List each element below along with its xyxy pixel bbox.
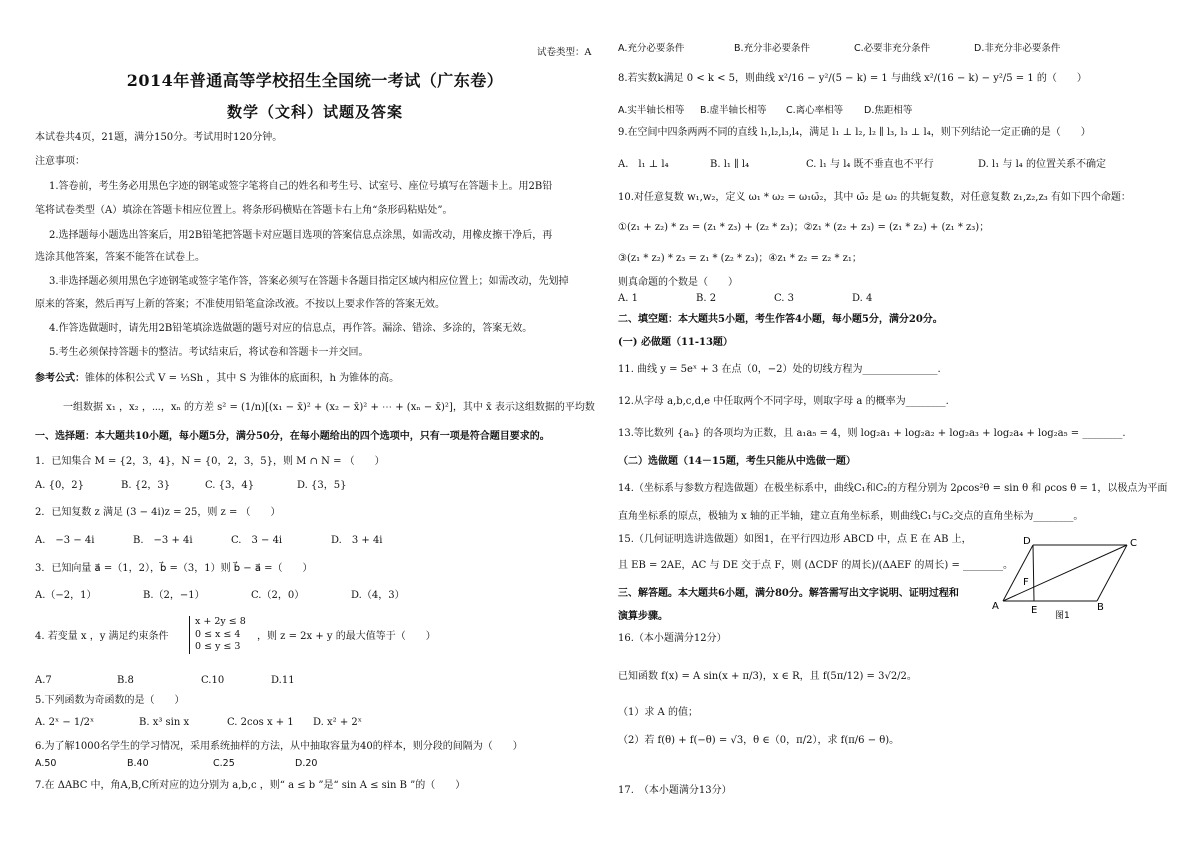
constraint-line: x + 2y ≤ 8 <box>195 616 246 627</box>
q10-option-b: B. 2 <box>696 293 717 304</box>
question-14-line-2: 直角坐标系的原点，极轴为 x 轴的正半轴，建立直角坐标系，则曲线C₁与C₂交点的直角坐标为________。 <box>618 511 1084 522</box>
q9-option-b: B. l₁ ∥ l₄ <box>710 159 750 170</box>
q5-option-c: C. 2cos x + 1 <box>227 717 294 728</box>
required-title: (一) 必做题（11-13题） <box>618 337 733 348</box>
question-12: 12.从字母 a,b,c,d,e 中任取两个不同字母，则取字母 a 的概率为________. <box>618 396 949 407</box>
q8-option-b: B.虚半轴长相等 <box>700 105 767 116</box>
q3-option-c: C.（2，0） <box>251 590 305 601</box>
q3-option-d: D.（4，3） <box>351 590 405 601</box>
q9-option-c: C. l₁ 与 l₄ 既不垂直也不平行 <box>806 159 934 170</box>
q8-option-a: A.实半轴长相等 <box>618 105 685 116</box>
q6-option-d: D.20 <box>295 758 318 769</box>
note-line: 4.作答选做题时，请先用2B铅笔填涂选做题的题号对应的信息点，再作答。漏涂、错涂、多涂的，答案无效。 <box>49 323 533 334</box>
constraint-system <box>189 616 246 654</box>
q9-option-d: D. l₁ 与 l₄ 的位置关系不确定 <box>978 159 1106 170</box>
formula-label: 参考公式： <box>35 373 85 384</box>
q7-option-a: A.充分必要条件 <box>618 43 685 54</box>
q2-option-b: B. −3 + 4i <box>133 535 193 546</box>
q4-option-b: B.8 <box>117 675 134 686</box>
section-fill-title: 二、填空题：本大题共5小题，考生作答4小题，每小题5分，满分20分。 <box>618 314 943 325</box>
question-16-part-1: （1）求 A 的值； <box>618 707 698 718</box>
figure-caption: 图1 <box>1055 611 1070 621</box>
question-8: 8.若实数k满足 0 < k < 5，则曲线 x²/16 − y²/(5 − k) = 1 与曲线 x²/(16 − k) − y²/5 = 1 的（ ） <box>618 73 1087 84</box>
note-line: 3.非选择题必须用黑色字迹钢笔或签字笔作答，答案必须写在答题卡各题目指定区域内相应位置上；如需改动，先划掉 <box>49 276 569 287</box>
q3-option-b: B.（2，−1） <box>143 590 205 601</box>
q6-option-c: C.25 <box>213 758 235 769</box>
question-13: 13.等比数列 {aₙ} 的各项均为正数，且 a₁a₅ = 4，则 log₂a₁ + log₂a₂ + log₂a₃ + log₂a₄ + log₂a₅ = ________. <box>618 428 1126 439</box>
q10-option-d: D. 4 <box>852 293 873 304</box>
note-line: 2.选择题每小题选出答案后，用2B铅笔把答题卡对应题目选项的答案信息点涂黑，如需改动，用橡皮擦干净后，再 <box>49 230 553 241</box>
exam-subtitle: 数学（文科）试题及答案 <box>226 103 403 121</box>
q9-option-a: A. l₁ ⊥ l₄ <box>618 159 669 170</box>
label-e: E <box>1031 605 1038 616</box>
q1-option-c: C. {3，4} <box>205 480 255 491</box>
question-15-line-1: 15.（几何证明选讲选做题）如图1，在平行四边形 ABCD 中，点 E 在 AB 上， <box>618 534 972 545</box>
q10-option-a: A. 1 <box>618 293 638 304</box>
note-line: 原来的答案，然后再写上新的答案；不准使用铅笔盒涂改液。不按以上要求作答的答案无效。 <box>35 299 445 310</box>
q1-option-d: D. {3，5} <box>297 480 347 491</box>
note-line: 选涂其他答案，答案不能答在试卷上。 <box>35 252 205 263</box>
question-16-text: 已知函数 f(x) = A sin(x + π/3)，x ∈ R，且 f(5π/12) = 3√2/2。 <box>618 671 917 682</box>
section-choice-title: 一、选择题：本大题共10小题，每小题5分，满分50分，在每小题给出的四个选项中，只有一项是符合题目要求的。 <box>35 431 550 442</box>
question-6: 6.为了解1000名学生的学习情况，采用系统抽样的方法，从中抽取容量为40的样本，则分段的间隔为（ ） <box>35 741 523 752</box>
q5-option-d: D. x² + 2ˣ <box>313 717 363 728</box>
q2-option-d: D. 3 + 4i <box>331 535 383 546</box>
note-line: 5.考生必须保持答题卡的整洁。考试结束后，将试卷和答题卡一并交回。 <box>49 347 369 358</box>
question-3: 3．已知向量 a⃗ =（1，2），b⃗ =（3，1）则 b⃗ − a⃗ =（ ） <box>35 563 313 574</box>
formula-variance: 一组数据 x₁ ，x₂ ，⋯，xₙ 的方差 s² = (1/n)[(x₁ − x̄)² + (x₂ − x̄)² + ⋯ + (xₙ − x̄)²]，其中 x̄ 表示这组数据的平均数 <box>63 402 595 413</box>
q10-propositions-1: ①(z₁ + z₂) * z₃ = (z₁ * z₃) + (z₂ * z₃)；②z₁ * (z₂ + z₃) = (z₁ * z₂) + (z₁ * z₃)； <box>618 222 990 233</box>
question-16-part-2: （2）若 f(θ) + f(−θ) = √3，θ ∈（0，π/2），求 f(π/6 − θ)。 <box>618 735 900 746</box>
question-1: 1．已知集合 M = {2，3，4}，N = {0，2，3，5}，则 M ∩ N = （ ） <box>35 456 385 467</box>
q7-option-d: D.非充分非必要条件 <box>974 43 1061 54</box>
constraint-line: 0 ≤ x ≤ 4 <box>195 628 241 640</box>
label-c: C <box>1130 538 1137 549</box>
optional-title: （二）选做题（14－15题，考生只能从中选做一题） <box>618 456 856 467</box>
q3-option-a: A.（−2，1） <box>35 590 97 601</box>
q7-option-c: C.必要非充分条件 <box>854 43 931 54</box>
segment-de <box>1033 545 1034 601</box>
q5-option-b: B. x³ sin x <box>139 717 190 728</box>
side-da <box>1003 545 1033 601</box>
question-4-post: ，则 z = 2x + y 的最大值等于（ ） <box>257 631 436 642</box>
question-2: 2．已知复数 z 满足 (3 − 4i)z = 25，则 z = （ ） <box>35 507 281 518</box>
q8-option-c: C.离心率相等 <box>786 105 844 116</box>
q10-question: 则真命题的个数是（ ） <box>618 277 738 288</box>
q4-option-d: D.11 <box>271 675 295 686</box>
question-7: 7.在 ΔABC 中，角A,B,C所对应的边分别为 a,b,c ，则“ a ≤ b ”是“ sin A ≤ sin B ”的（ ） <box>35 780 466 791</box>
q6-option-b: B.40 <box>127 758 149 769</box>
note-line: 1.答卷前，考生务必用黑色字迹的钢笔或签字笔将自己的姓名和考生号、试室号、座位号填写在答题卡上。用2B铅 <box>49 181 553 192</box>
exam-title: 2014年普通高等学校招生全国统一考试（广东卷） <box>126 71 504 90</box>
question-10: 10.对任意复数 w₁,w₂，定义 ω₁ * ω₂ = ω₁ω̄₂，其中 ω̄₂ 是 ω₂ 的共轭复数，对任意复数 z₁,z₂,z₃ 有如下四个命题： <box>618 192 1131 203</box>
diagonal-ac <box>1003 545 1127 601</box>
q4-option-c: C.10 <box>201 675 225 686</box>
label-f: F <box>1023 577 1029 588</box>
q8-option-d: D.焦距相等 <box>864 105 913 116</box>
q7-option-b: B.充分非必要条件 <box>734 43 811 54</box>
question-14-line-1: 14.（坐标系与参数方程选做题）在极坐标系中，曲线C₁和C₂的方程分别为 2ρcos²θ = sin θ 和 ρcos θ = 1，以极点为平面 <box>618 483 1168 494</box>
question-16-header: 16.（本小题满分12分） <box>618 633 727 644</box>
q1-option-b: B. {2，3} <box>121 480 171 491</box>
formula-volume: 锥体的体积公式 V = ⅓Sh ，其中 S 为锥体的底面积，h 为锥体的高。 <box>85 373 400 384</box>
q6-option-a: A.50 <box>35 758 57 769</box>
notes-title: 注意事项： <box>35 156 85 167</box>
q5-option-a: A. 2ˣ − 1/2ˣ <box>35 717 95 728</box>
intro-text: 本试卷共4页，21题，满分150分。考试用时120分钟。 <box>35 132 283 143</box>
question-17-header: 17. （本小题满分13分） <box>618 785 732 796</box>
note-line: 笔将试卷类型（A）填涂在答题卡相应位置上。将条形码横贴在答题卡右上角“条形码粘贴处”。 <box>35 205 453 216</box>
label-a: A <box>992 601 999 612</box>
question-5: 5.下列函数为奇函数的是（ ） <box>35 695 185 706</box>
q2-option-c: C. 3 − 4i <box>231 535 283 546</box>
label-d: D <box>1023 536 1031 547</box>
section-answer-title-2: 演算步骤。 <box>618 611 668 622</box>
q1-option-a: A. {0，2} <box>35 480 85 491</box>
q2-option-a: A. −3 − 4i <box>35 535 95 546</box>
question-9: 9.在空间中四条两两不同的直线 l₁,l₂,l₃,l₄，满足 l₁ ⊥ l₂, l₂ ∥ l₃, l₃ ⊥ l₄，则下列结论一定正确的是（ ） <box>618 127 1091 138</box>
constraint-line: 0 ≤ y ≤ 3 <box>195 641 241 652</box>
q4-option-a: A.7 <box>35 675 52 686</box>
question-11: 11. 曲线 y = 5eˣ + 3 在点（0，−2）处的切线方程为_______________. <box>618 364 941 375</box>
label-b: B <box>1097 602 1104 613</box>
parallelogram-figure <box>985 533 1145 623</box>
side-bc <box>1097 545 1127 601</box>
q10-option-c: C. 3 <box>774 293 795 304</box>
formula-line-1 <box>35 372 399 386</box>
question-4-pre: 4. 若变量 x ，y 满足约束条件 <box>35 631 169 642</box>
section-answer-title-1: 三、解答题。本大题共6小题，满分80分。解答需写出文字说明、证明过程和 <box>618 588 959 599</box>
paper-type: 试卷类型：A <box>537 47 592 58</box>
q10-propositions-2: ③(z₁ * z₂) * z₃ = z₁ * (z₂ * z₃)；④z₁ * z₂ = z₂ * z₁； <box>618 253 862 264</box>
question-15-line-2: 且 EB = 2AE，AC 与 DE 交于点 F，则 (ΔCDF 的周长)/(ΔAEF 的周长) = ________。 <box>618 560 1014 571</box>
